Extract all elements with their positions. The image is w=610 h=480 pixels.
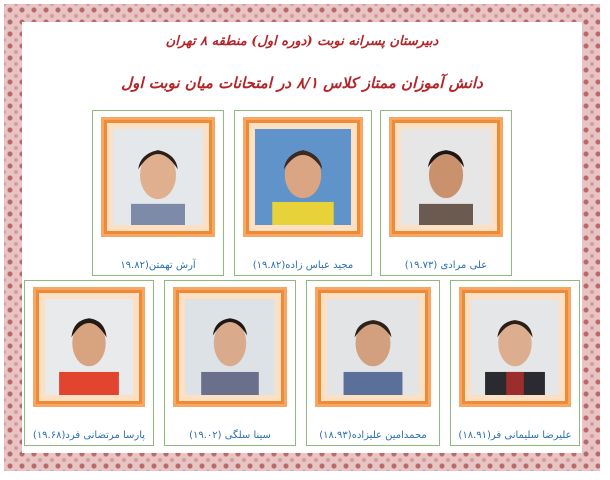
student-photo — [113, 129, 203, 225]
content-area — [22, 22, 582, 453]
photo-frame — [389, 117, 503, 237]
student-card — [92, 110, 224, 276]
student-photo — [471, 299, 559, 395]
photo-frame — [101, 117, 215, 237]
student-name: محمدامین علیزاده(۱۸.۹۳) — [319, 430, 427, 441]
student-photo — [185, 299, 275, 395]
student-card — [306, 280, 440, 446]
headline: دانش آموزان ممتاز کلاس ۸/۱ در امتحانات میان نوبت اول — [121, 74, 483, 92]
photo-frame — [33, 287, 145, 407]
student-name: علیرضا سلیمانی فر(۱۸.۹۱) — [458, 430, 572, 441]
student-name: سینا سلگی (۱۹.۰۲) — [189, 430, 271, 441]
photo-frame — [315, 287, 431, 407]
student-name: آرش تهمتن(۱۹.۸۲ — [120, 260, 196, 271]
student-photo — [327, 299, 419, 395]
student-name: علی مرادی (۱۹.۷۳) — [404, 260, 488, 271]
school-line: دبیرستان پسرانه نوبت (دوره اول) منطقه ۸ تهران — [165, 34, 439, 49]
student-card — [24, 280, 154, 446]
student-name: مجید عباس زاده(۱۹.۸۲) — [252, 260, 354, 271]
photo-frame — [459, 287, 571, 407]
student-photo — [45, 299, 133, 395]
photo-frame — [243, 117, 363, 237]
student-card — [380, 110, 512, 276]
student-photo — [401, 129, 491, 225]
photo-frame — [173, 287, 287, 407]
student-photo — [255, 129, 351, 225]
student-card — [450, 280, 580, 446]
student-card — [234, 110, 372, 276]
student-name: پارسا مرتضانی فرد(۱۹.۶۸) — [32, 430, 146, 441]
student-card — [164, 280, 296, 446]
